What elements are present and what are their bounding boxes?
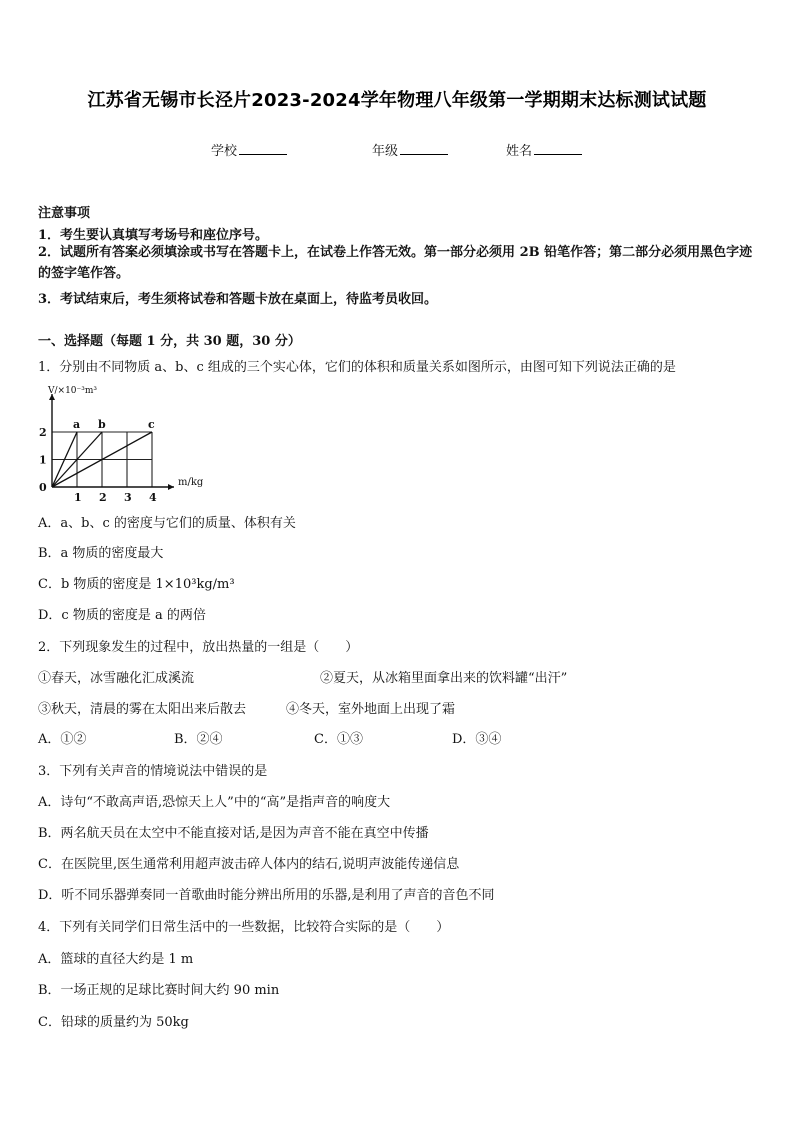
question-1-option-d[interactable]: D．c 物质的密度是 a 的两倍 bbox=[38, 608, 206, 623]
x-tick-label: 2 bbox=[99, 491, 107, 504]
series-label-c: c bbox=[148, 418, 155, 431]
series-label-a: a bbox=[73, 418, 81, 431]
school-field bbox=[211, 140, 287, 159]
series-label-b: b bbox=[98, 418, 106, 431]
name-label: 姓名 bbox=[506, 144, 533, 159]
page-title: 江苏省无锡市长泾片2023-2024学年物理八年级第一学期期末达标测试试题 bbox=[87, 90, 707, 111]
question-2-choice-c[interactable]: C．①③ bbox=[314, 732, 363, 747]
origin-label: 0 bbox=[39, 481, 47, 494]
school-blank[interactable] bbox=[239, 142, 287, 155]
question-2-item-1: ①春天，冰雪融化汇成溪流 bbox=[38, 671, 195, 686]
grade-label: 年级 bbox=[372, 144, 399, 159]
question-2-item-2: ②夏天，从冰箱里面拿出来的饮料罐“出汗” bbox=[320, 671, 568, 686]
question-2-stem: 2．下列现象发生的过程中，放出热量的一组是（ ） bbox=[38, 640, 359, 655]
question-3-option-a[interactable]: A．诗句“不敢高声语,恐惊天上人”中的“高”是指声音的响度大 bbox=[38, 795, 391, 810]
question-2-choice-a[interactable]: A．①② bbox=[38, 732, 87, 747]
x-tick-label: 3 bbox=[124, 491, 132, 504]
x-tick-label: 1 bbox=[74, 491, 82, 504]
question-4-option-b[interactable]: B．一场正规的足球比赛时间大约 90 min bbox=[38, 983, 280, 998]
x-tick-label: 4 bbox=[149, 491, 157, 504]
question-1-option-a[interactable]: A．a、b、c 的密度与它们的质量、体积有关 bbox=[38, 516, 296, 531]
note-item: 1．考生要认真填写考场号和座位序号。 bbox=[38, 228, 269, 243]
question-2-item-4: ④冬天，室外地面上出现了霜 bbox=[286, 702, 456, 717]
notes-heading: 注意事项 bbox=[38, 206, 91, 221]
y-tick-label: 2 bbox=[39, 426, 47, 439]
section-heading: 一、选择题（每题 1 分，共 30 题，30 分） bbox=[38, 334, 301, 349]
question-1-stem: 1．分别由不同物质 a、b、c 组成的三个实心体，它们的体积和质量关系如图所示，由图可知下列说法正确的是 bbox=[38, 360, 676, 375]
question-4-option-c[interactable]: C．铅球的质量约为 50kg bbox=[38, 1015, 189, 1030]
question-4-stem: 4．下列有关同学们日常生活中的一些数据，比较符合实际的是（ ） bbox=[38, 920, 450, 935]
name-field bbox=[506, 140, 582, 159]
question-1-option-c[interactable]: C．b 物质的密度是 1×10³kg/m³ bbox=[38, 577, 235, 592]
grade-field bbox=[372, 140, 448, 159]
note-item: 2．试题所有答案必须填涂或书写在答题卡上，在试卷上作答无效。第一部分必须用 2B 铅笔作答；第二部分必须用黑色字迹的签字笔作答。 bbox=[38, 245, 753, 281]
volume-mass-chart bbox=[34, 380, 220, 504]
question-3-option-c[interactable]: C．在医院里,医生通常利用超声波击碎人体内的结石,说明声波能传递信息 bbox=[38, 857, 460, 872]
school-label: 学校 bbox=[211, 144, 238, 159]
question-2-choice-d[interactable]: D．③④ bbox=[452, 732, 502, 747]
question-2-item-3: ③秋天，清晨的雾在太阳出来后散去 bbox=[38, 702, 247, 717]
y-tick-label: 1 bbox=[39, 453, 47, 467]
grade-blank[interactable] bbox=[400, 142, 448, 155]
note-item: 3．考试结束后，考生须将试卷和答题卡放在桌面上，待监考员收回。 bbox=[38, 292, 438, 307]
question-1-option-b[interactable]: B．a 物质的密度最大 bbox=[38, 546, 164, 561]
question-3-option-b[interactable]: B．两名航天员在太空中不能直接对话,是因为声音不能在真空中传播 bbox=[38, 826, 429, 841]
y-axis-label: V/×10⁻³m³ bbox=[48, 386, 98, 396]
question-4-option-a[interactable]: A．篮球的直径大约是 1 m bbox=[38, 952, 194, 967]
question-3-stem: 3．下列有关声音的情境说法中错误的是 bbox=[38, 764, 268, 779]
name-blank[interactable] bbox=[534, 142, 582, 155]
x-axis-label: m/kg bbox=[178, 477, 204, 488]
question-3-option-d[interactable]: D．听不同乐器弹奏同一首歌曲时能分辨出所用的乐器,是利用了声音的音色不同 bbox=[38, 888, 495, 903]
x-axis-arrow bbox=[168, 484, 174, 490]
question-2-choice-b[interactable]: B．②④ bbox=[174, 732, 223, 747]
